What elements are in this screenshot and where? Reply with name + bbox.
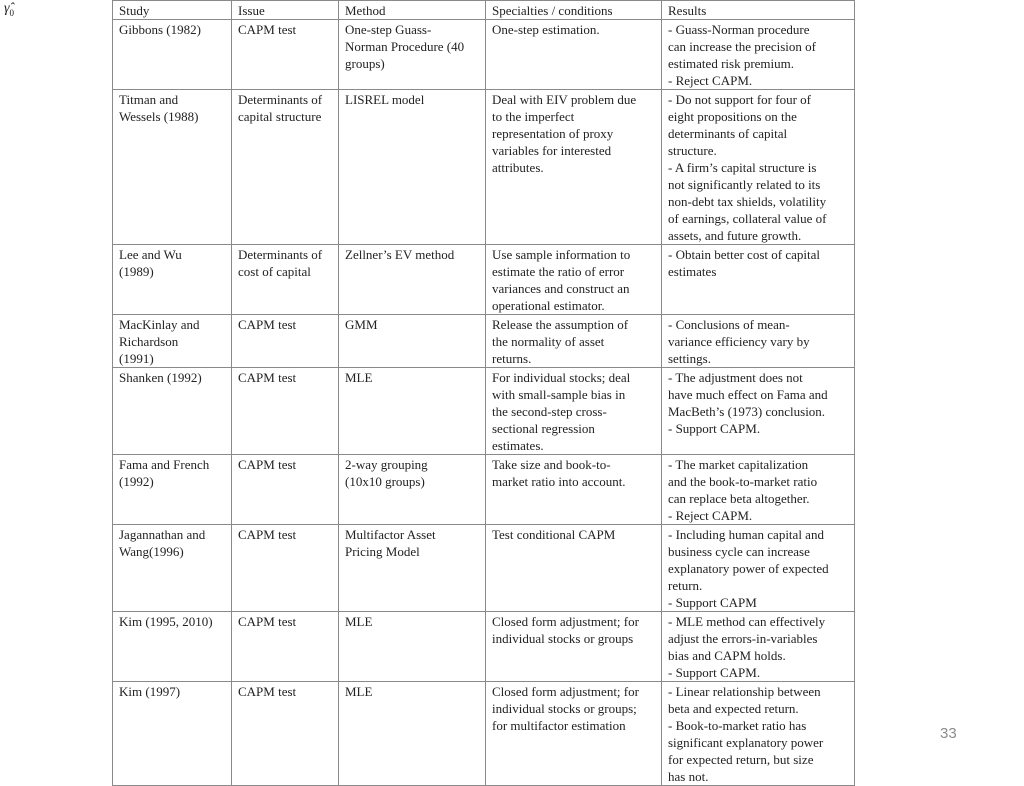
header-method: Method xyxy=(339,1,486,20)
gamma-hat-zero-symbol xyxy=(4,2,14,18)
header-study: Study xyxy=(113,1,232,20)
cell-method: Zellner’s EV method xyxy=(339,245,486,315)
cell-study: Shanken (1992) xyxy=(113,368,232,455)
cell-study: Kim (1997) xyxy=(113,682,232,786)
cell-issue: Determinants of cost of capital xyxy=(232,245,339,315)
cell-study: Jagannathan and Wang(1996) xyxy=(113,525,232,612)
cell-results: - Guass-Norman procedure can increase the precision of estimated risk premium. - Reject CAPM. xyxy=(662,20,855,90)
cell-conditions: Test conditional CAPM xyxy=(486,525,662,612)
cell-method: MLE xyxy=(339,368,486,455)
cell-results: - The market capitalization and the book-to-market ratio can replace beta altogether. - Reject CAPM. xyxy=(662,455,855,525)
cell-results: - Including human capital and business cycle can increase explanatory power of expected return. - Support CAPM xyxy=(662,525,855,612)
cell-issue: CAPM test xyxy=(232,682,339,786)
cell-results: - The adjustment does not have much effect on Fama and MacBeth’s (1973) conclusion. - Support CAPM. xyxy=(662,368,855,455)
table-row xyxy=(113,525,855,612)
cell-conditions: Deal with EIV problem due to the imperfect representation of proxy variables for interested attributes. xyxy=(486,90,662,245)
cell-study: Kim (1995, 2010) xyxy=(113,612,232,682)
cell-conditions: Use sample information to estimate the ratio of error variances and construct an operational estimator. xyxy=(486,245,662,315)
cell-conditions: For individual stocks; deal with small-sample bias in the second-step cross- sectional regression estimates. xyxy=(486,368,662,455)
header-conditions: Specialties / conditions xyxy=(486,1,662,20)
cell-study: Lee and Wu (1989) xyxy=(113,245,232,315)
cell-method: GMM xyxy=(339,315,486,368)
header-results: Results xyxy=(662,1,855,20)
cell-conditions: One-step estimation. xyxy=(486,20,662,90)
table-row xyxy=(113,20,855,90)
table-row xyxy=(113,245,855,315)
cell-method: MLE xyxy=(339,682,486,786)
table-row xyxy=(113,455,855,525)
cell-study: Titman and Wessels (1988) xyxy=(113,90,232,245)
table-row xyxy=(113,612,855,682)
cell-results: - Conclusions of mean- variance efficiency vary by settings. xyxy=(662,315,855,368)
cell-issue: CAPM test xyxy=(232,525,339,612)
table-row xyxy=(113,315,855,368)
table-row xyxy=(113,90,855,245)
cell-study: Gibbons (1982) xyxy=(113,20,232,90)
cell-study: Fama and French (1992) xyxy=(113,455,232,525)
cell-method: One-step Guass- Norman Procedure (40 groups) xyxy=(339,20,486,90)
cell-results: - Linear relationship between beta and expected return. - Book-to-market ratio has significant explanatory power for expected return, but size has not. xyxy=(662,682,855,786)
cell-issue: CAPM test xyxy=(232,20,339,90)
cell-issue: CAPM test xyxy=(232,315,339,368)
cell-conditions: Closed form adjustment; for individual stocks or groups xyxy=(486,612,662,682)
cell-results: - MLE method can effectively adjust the errors-in-variables bias and CAPM holds. - Support CAPM. xyxy=(662,612,855,682)
literature-review-table xyxy=(112,0,855,786)
corner-symbol-base: γ̂ xyxy=(4,1,10,16)
cell-method: LISREL model xyxy=(339,90,486,245)
cell-issue: CAPM test xyxy=(232,612,339,682)
table-header-row xyxy=(113,1,855,20)
cell-results: - Do not support for four of eight propositions on the determinants of capital structure. - A firm’s capital structure is not significantly related to its non-debt tax shields, volatility of earnings, collateral value of assets, and future growth. xyxy=(662,90,855,245)
cell-issue: CAPM test xyxy=(232,368,339,455)
cell-conditions: Release the assumption of the normality of asset returns. xyxy=(486,315,662,368)
cell-results: - Obtain better cost of capital estimates xyxy=(662,245,855,315)
cell-conditions: Take size and book-to- market ratio into account. xyxy=(486,455,662,525)
table-row xyxy=(113,368,855,455)
literature-review-table-container xyxy=(112,0,854,786)
corner-symbol-subscript: 0 xyxy=(9,7,15,18)
cell-issue: CAPM test xyxy=(232,455,339,525)
cell-method: Multifactor Asset Pricing Model xyxy=(339,525,486,612)
page-number: 33 xyxy=(940,725,957,742)
cell-method: 2-way grouping (10x10 groups) xyxy=(339,455,486,525)
cell-study: MacKinlay and Richardson (1991) xyxy=(113,315,232,368)
cell-conditions: Closed form adjustment; for individual stocks or groups; for multifactor estimation xyxy=(486,682,662,786)
table-row xyxy=(113,682,855,786)
cell-issue: Determinants of capital structure xyxy=(232,90,339,245)
header-issue: Issue xyxy=(232,1,339,20)
cell-method: MLE xyxy=(339,612,486,682)
